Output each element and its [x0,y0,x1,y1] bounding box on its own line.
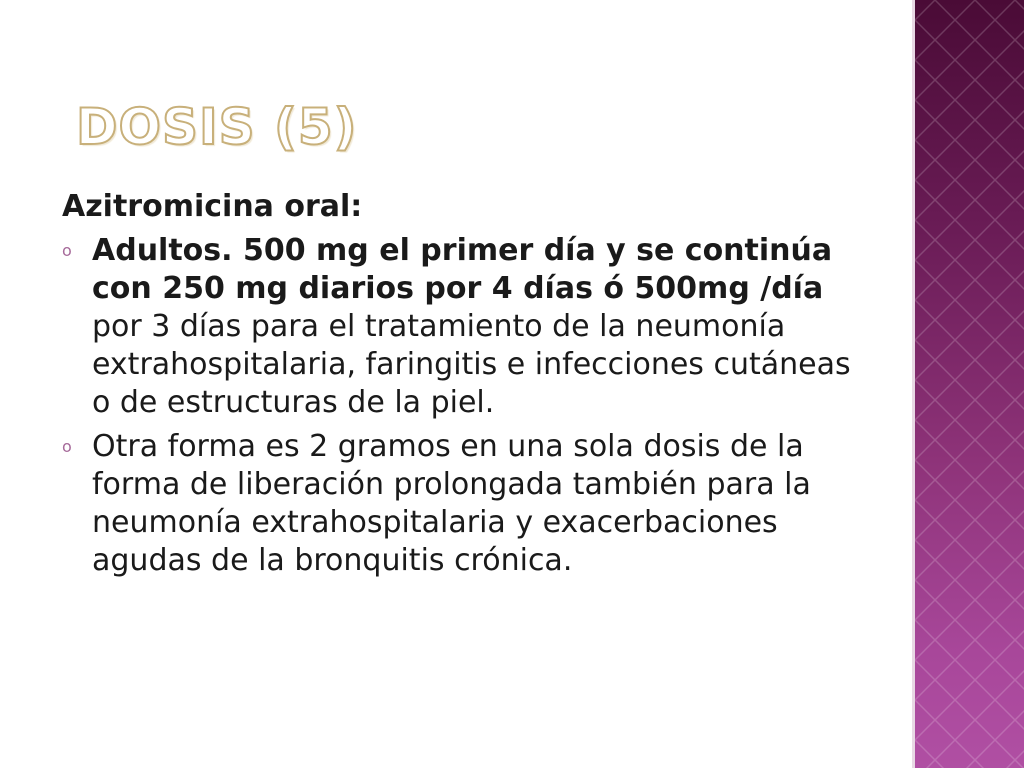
bullet-regular-text: por 3 días para el tratamiento de la neumonía extrahospitalaria, faringitis e infecciones cutáneas o de estructuras de la piel. [92,309,851,420]
slide-title: DOSIS (5) [76,98,358,156]
bullet-bold-text: Adultos. 500 mg el primer día y se continúa con 250 mg diarios por 4 días ó 500mg /día [92,233,833,306]
bullet-item-extended-release [62,428,862,580]
bullet-circle-icon: o [62,437,72,456]
bullet-circle-icon: o [62,241,72,260]
decorative-side-band [912,0,1024,768]
bullet-item-adults [62,232,862,422]
bullet-list [62,232,862,580]
slide-body [62,188,862,586]
diamond-pattern-icon [915,0,1024,768]
bullet-regular-text: Otra forma es 2 gramos en una sola dosis de la forma de liberación prolongada también para la neumonía extrahospitalaria y exacerbaciones agudas de la bronquitis crónica. [92,429,811,578]
body-heading: Azitromicina oral: [62,189,363,224]
